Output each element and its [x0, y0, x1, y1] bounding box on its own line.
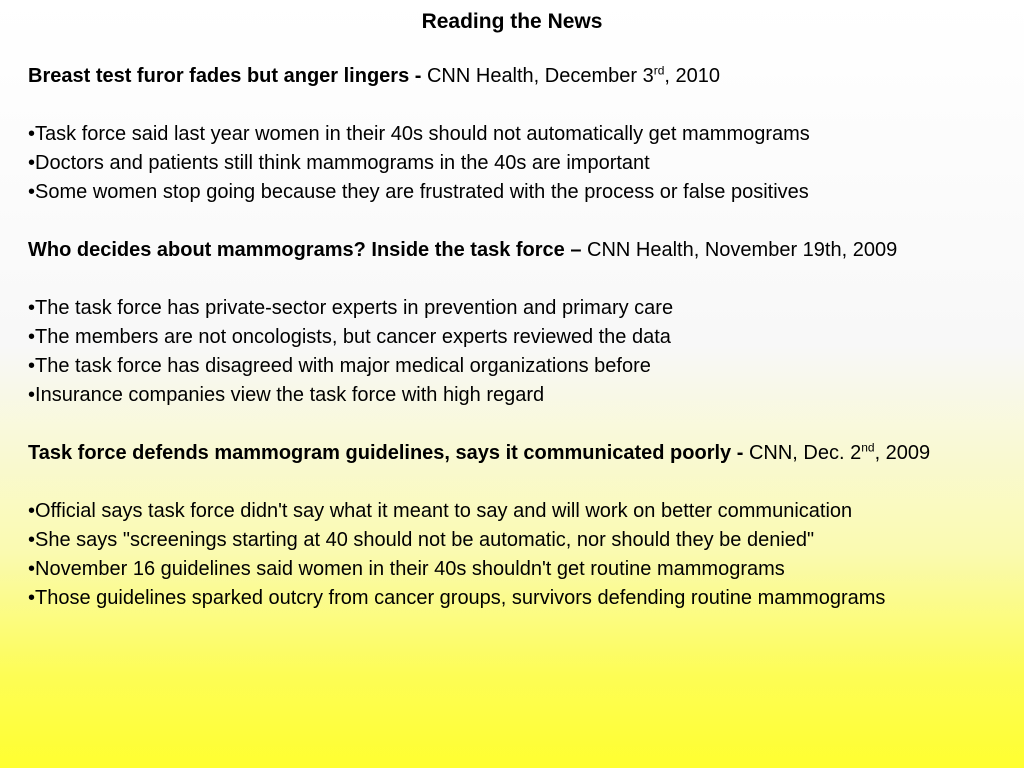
bullet-item: • The task force has private-sector experts in prevention and primary care	[28, 294, 1018, 323]
slide-content	[28, 62, 1018, 642]
bullet-item: • She says "screenings starting at 40 should not be automatic, nor should they be denied"	[28, 526, 1018, 555]
slide-title: Reading the News	[421, 10, 603, 33]
article-3-headline: Task force defends mammogram guidelines, says it communicated poorly -	[28, 442, 744, 464]
article-1-heading	[28, 62, 1018, 91]
article-3-source-ordinal: nd	[861, 440, 875, 455]
article-2-source: CNN Health, November 19th, 2009	[587, 239, 898, 261]
article-1-bullets	[28, 120, 1018, 207]
bullet-item: • Those guidelines sparked outcry from cancer groups, survivors defending routine mammograms	[28, 584, 1018, 613]
article-3-heading	[28, 439, 1018, 468]
bullet-item: • Doctors and patients still think mammograms in the 40s are important	[28, 149, 1018, 178]
article-1-headline: Breast test furor fades but anger lingers -	[28, 65, 422, 87]
article-2	[28, 236, 1018, 410]
bullet-item: • Some women stop going because they are frustrated with the process or false positives	[28, 178, 1018, 207]
bullet-item: • Official says task force didn't say what it meant to say and will work on better communication	[28, 497, 1018, 526]
article-1	[28, 62, 1018, 207]
article-2-headline: Who decides about mammograms? Inside the task force –	[28, 239, 582, 261]
article-3-bullets	[28, 497, 1018, 613]
bullet-item: • Insurance companies view the task force with high regard	[28, 381, 1018, 410]
article-3-source-year: , 2009	[874, 442, 931, 464]
article-2-heading	[28, 236, 1018, 265]
article-3-source	[749, 442, 930, 464]
bullet-item: • The task force has disagreed with major medical organizations before	[28, 352, 1018, 381]
article-3-source-text: CNN, Dec. 2	[748, 442, 862, 464]
article-2-bullets	[28, 294, 1018, 410]
article-1-source	[427, 65, 720, 87]
article-1-source-ordinal: rd	[653, 63, 665, 78]
article-1-source-text: CNN Health, December 3	[426, 65, 654, 87]
bullet-item: • November 16 guidelines said women in their 40s shouldn't get routine mammograms	[28, 555, 1018, 584]
bullet-item: • The members are not oncologists, but cancer experts reviewed the data	[28, 323, 1018, 352]
article-3	[28, 439, 1018, 613]
article-1-source-year: , 2010	[664, 65, 721, 87]
bullet-item: • Task force said last year women in their 40s should not automatically get mammograms	[28, 120, 1018, 149]
